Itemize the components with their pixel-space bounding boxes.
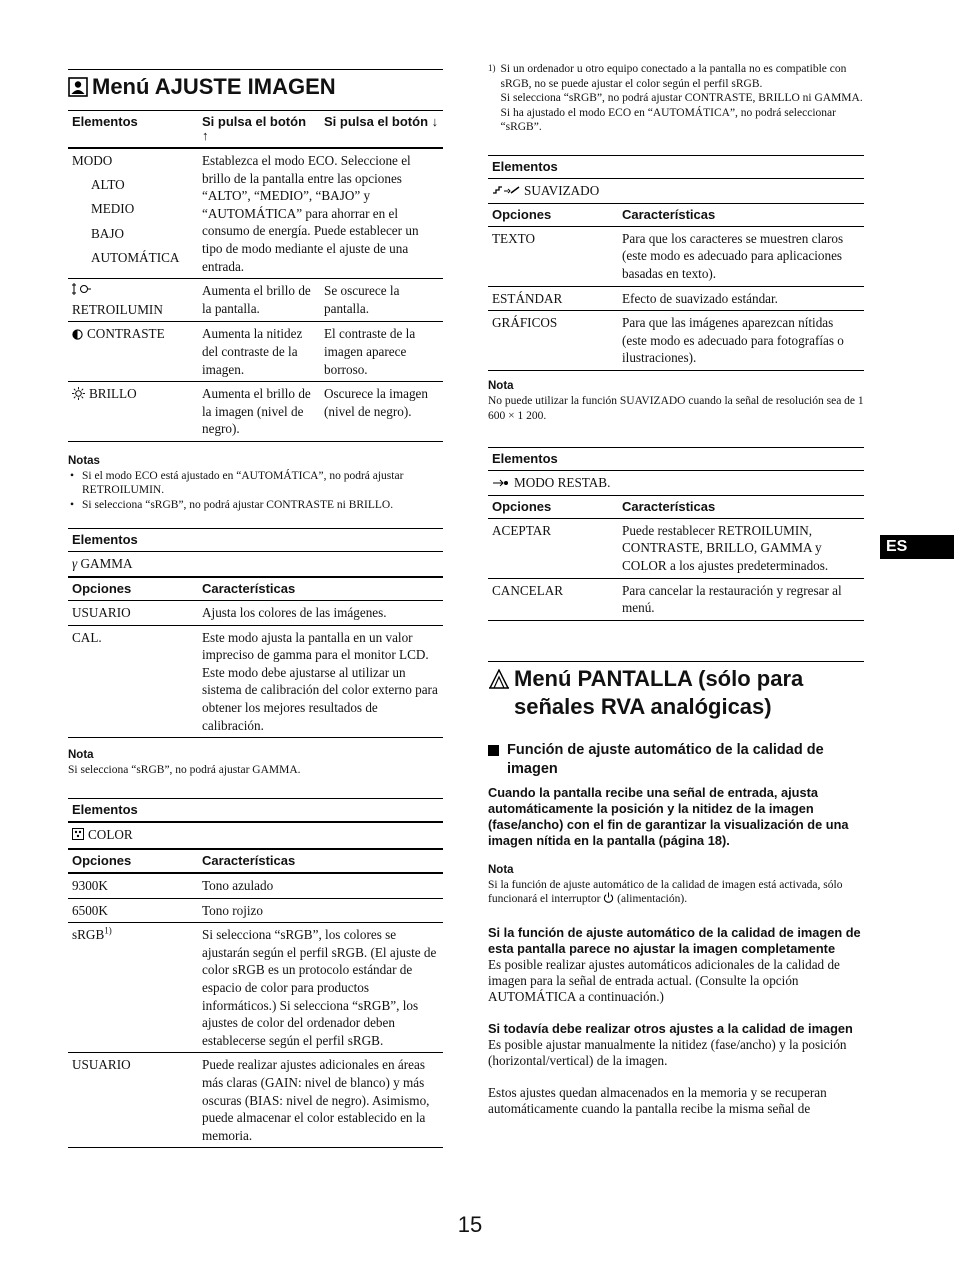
table-row: USUARIO Ajusta los colores de las imágenes. bbox=[68, 601, 443, 626]
brillo-up: Aumenta el brillo de la imagen (nivel de negro). bbox=[202, 386, 311, 437]
table-row: ACEPTAR Puede restablecer RETROILUMIN, CONTRASTE, BRILLO, GAMMA y COLOR a los ajustes predeterminados. bbox=[488, 518, 864, 578]
table-row: 6500K Tono rojizo bbox=[68, 898, 443, 923]
nota-heading: Nota bbox=[488, 380, 514, 393]
nota-item: • Si el modo ECO está ajustado en “AUTOMÁTICA”, no podrá ajustar RETROILUMIN. bbox=[68, 469, 443, 498]
ajuste-imagen-heading bbox=[68, 69, 443, 101]
page-number: 15 bbox=[457, 1212, 483, 1237]
restab-opciones: Opciones bbox=[492, 498, 552, 514]
color-elementos: Elementos bbox=[72, 801, 138, 817]
modo-sub: AUTOMÁTICA bbox=[91, 250, 180, 266]
footnote: 1) Si un ordenador u otro equipo conectado a la pantalla no es compatible con sRGB, no se puede ajustar el color según el perfil sRGB. Si selecciona “sRGB”, no podrá ajustar CONTRASTE, BRILLO ni GAMMA. Si ha ajustado el modo ECO en “AUTOMÁTICA”, no podrá seleccionar “sRGB”. bbox=[488, 63, 863, 133]
footnote-mark: 1) bbox=[488, 63, 496, 73]
backlight-icon bbox=[72, 282, 92, 296]
retroilumin-down: Se oscurece la pantalla. bbox=[324, 283, 400, 316]
gamma-icon: γ bbox=[72, 556, 78, 572]
color-caracteristicas: Características bbox=[202, 853, 296, 869]
nota-heading: Nota bbox=[488, 863, 514, 876]
sub1-text: Es posible realizar ajustes automáticos adicionales de la calidad de imagen para la señal de entrada actual. (Consulte la opción AUTOMÁTICA a continuación.) bbox=[488, 956, 840, 1004]
color-label: COLOR bbox=[88, 826, 133, 842]
modo-sub: ALTO bbox=[91, 176, 125, 192]
table-row: USUARIO Puede realizar ajustes adicionales en áreas más claras (GAIN: nivel de blanco) y más oscuras (BIAS: nivel de negro). Asimismo, puede almacenar el color establecido en la memoria. bbox=[68, 1053, 443, 1148]
smoothing-icon bbox=[492, 185, 520, 195]
contraste-label: CONTRASTE bbox=[87, 326, 165, 342]
restab-label: MODO RESTAB. bbox=[514, 475, 611, 491]
table-row: GRÁFICOS Para que las imágenes aparezcan nítidas (este modo es adecuado para fotografías o ilustraciones). bbox=[488, 311, 864, 371]
color-icon bbox=[72, 828, 84, 840]
sub1-heading: Si la función de ajuste automático de la calidad de imagen de esta pantalla parece no ajustar la imagen completamente bbox=[488, 924, 861, 956]
contraste-up: Aumenta la nitidez del contraste de la imagen. bbox=[202, 326, 303, 377]
header-elementos: Elementos bbox=[72, 114, 138, 129]
suavizado-table bbox=[488, 155, 864, 372]
screen-adjust-icon bbox=[488, 669, 510, 689]
suavizado-opciones: Opciones bbox=[492, 206, 552, 222]
table-row: CANCELAR Para cancelar la restauración y regresar al menú. bbox=[488, 578, 864, 620]
table-row bbox=[68, 382, 443, 442]
modo-sub: BAJO bbox=[91, 225, 124, 241]
contraste-down: El contraste de la imagen aparece borroso. bbox=[324, 326, 416, 377]
arrow-down-icon: ↓ bbox=[431, 114, 439, 129]
nota-item: • Si selecciona “sRGB”, no podrá ajustar CONTRASTE ni BRILLO. bbox=[68, 498, 443, 513]
nota-text: No puede utilizar la función SUAVIZADO cuando la señal de resolución sea de 1 600 × 1 200. bbox=[488, 395, 864, 422]
suavizado-caracteristicas: Características bbox=[622, 206, 716, 222]
brillo-label: BRILLO bbox=[89, 386, 137, 402]
table-row: TEXTO Para que los caracteres se muestren claros (este modo es adecuado para aplicaciones basadas en texto). bbox=[488, 226, 864, 286]
gamma-caracteristicas: Características bbox=[202, 581, 296, 596]
gamma-table bbox=[68, 528, 443, 738]
arrow-up-icon: ↑ bbox=[202, 128, 209, 143]
brillo-down: Oscurece la imagen (nivel de negro). bbox=[324, 386, 428, 419]
pantalla-title: Menú PANTALLA (sólo para señales RVA analógicas) bbox=[514, 665, 804, 719]
gamma-elementos: Elementos bbox=[72, 532, 138, 548]
right-column bbox=[488, 62, 864, 1117]
nota-heading: Nota bbox=[68, 749, 94, 762]
table-row: sRGB$^{1)}$ Si selecciona “sRGB”, los colores se ajustarán según el perfil sRGB. (El ajuste de color sRGB es un protocolo estándar de espacio de color para productos informáticos.) Si selecciona “sRGB”, los ajustes de color del ordenador deben establecerse según el perfil sRGB. bbox=[68, 923, 443, 1053]
language-tab: ES bbox=[880, 535, 954, 559]
table-row bbox=[68, 148, 443, 279]
table-row bbox=[68, 322, 443, 382]
color-opciones: Opciones bbox=[72, 853, 132, 869]
gamma-label: GAMMA bbox=[80, 556, 133, 572]
ajuste-imagen-table bbox=[68, 110, 443, 442]
reset-icon bbox=[492, 479, 510, 487]
page-title: Menú AJUSTE IMAGEN bbox=[92, 74, 336, 99]
nota-text: Si selecciona “sRGB”, no podrá ajustar GAMMA. bbox=[68, 764, 301, 777]
contrast-icon bbox=[72, 329, 83, 340]
funcion-heading: Función de ajuste automático de la calidad de imagen bbox=[488, 741, 864, 779]
sub2-text2: Estos ajustes quedan almacenados en la memoria y se recuperan automáticamente cuando la pantalla recibe la misma señal de bbox=[488, 1084, 827, 1116]
color-table bbox=[68, 798, 443, 1149]
suavizado-label: SUAVIZADO bbox=[524, 182, 600, 198]
brightness-icon bbox=[72, 387, 85, 400]
pantalla-heading bbox=[488, 661, 864, 721]
header-down: Si pulsa el botón ↓ bbox=[324, 114, 439, 129]
footnote-ref: 1) bbox=[104, 925, 112, 936]
table-row bbox=[68, 279, 443, 322]
gamma-opciones: Opciones bbox=[72, 581, 132, 596]
picture-adjust-icon bbox=[68, 77, 88, 97]
square-bullet-icon bbox=[488, 745, 499, 756]
nota-text: Si la función de ajuste automático de la calidad de imagen está activada, sólo funcionará el interruptor (alimentación). bbox=[488, 878, 843, 906]
funcion-text: Cuando la pantalla recibe una señal de entrada, ajusta automáticamente la posición y la nitidez de la imagen (fase/ancho) con el fin de garantizar la visualización de una imagen nítida en la pantalla (página 18). bbox=[488, 784, 849, 848]
modo-desc: Establezca el modo ECO. Seleccione el brillo de la pantalla entre las opciones “ALTO”, “MEDIO”, “BAJO” y “AUTOMÁTICA” para ahorrar en el consumo de energía. Puede establecer un tipo de modo mediante el ajuste de una entrada. bbox=[202, 153, 419, 274]
restab-table bbox=[488, 447, 864, 621]
restab-elementos: Elementos bbox=[492, 451, 558, 467]
sub2-heading: Si todavía debe realizar otros ajustes a la calidad de imagen bbox=[488, 1020, 853, 1036]
table-row: ESTÁNDAR Efecto de suavizado estándar. bbox=[488, 286, 864, 311]
table-row: CAL. Este modo ajusta la pantalla en un valor impreciso de gamma para el monitor LCD. Este modo debe ajustarse al utilizar un sistema de calibración del color externo para obtener los mejores resultados de calibración. bbox=[68, 625, 443, 738]
retroilumin-up: Aumenta el brillo de la pantalla. bbox=[202, 283, 311, 316]
power-icon bbox=[603, 892, 614, 903]
sub2-text: Es posible ajustar manualmente la nitidez (fase/ancho) y la posición (horizontal/vertical) de la imagen. bbox=[488, 1036, 847, 1068]
modo-sub: MEDIO bbox=[91, 201, 135, 217]
restab-caracteristicas: Características bbox=[622, 498, 716, 514]
header-up: Si pulsa el botón ↑ bbox=[202, 114, 307, 143]
modo-label: MODO bbox=[72, 153, 113, 168]
left-column bbox=[68, 69, 443, 1148]
retroilumin-label: RETROILUMIN bbox=[72, 301, 163, 317]
modo-cell bbox=[68, 148, 198, 279]
table-row: 9300K Tono azulado bbox=[68, 873, 443, 898]
suavizado-elementos: Elementos bbox=[492, 158, 558, 174]
notas-heading: Notas bbox=[68, 454, 100, 467]
